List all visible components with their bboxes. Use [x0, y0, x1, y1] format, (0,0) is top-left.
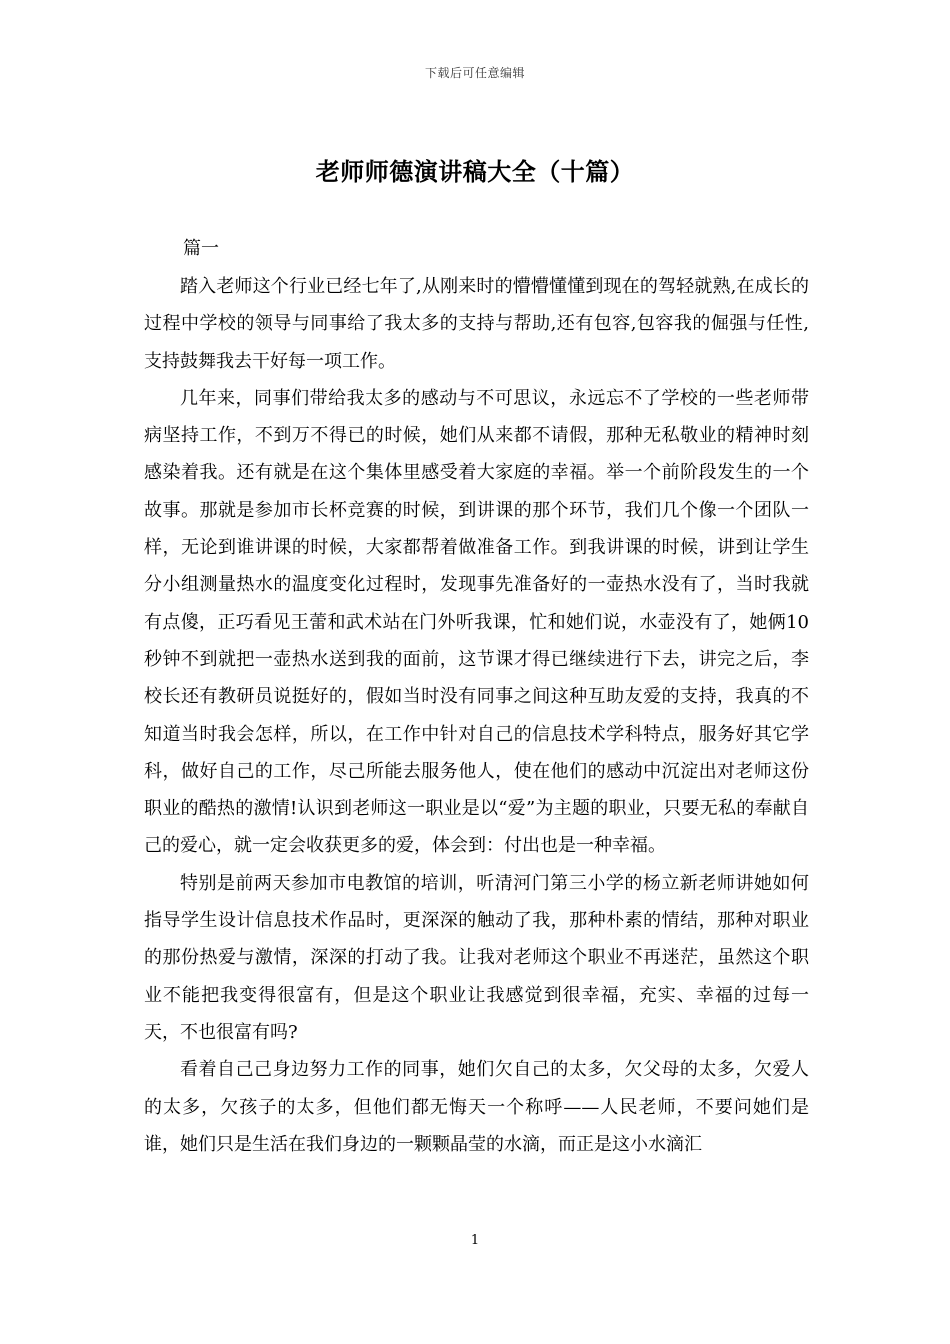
paragraph: 几年来，同事们带给我太多的感动与不可思议，永远忘不了学校的一些老师带病坚持工作，不到万不得已的时候，她们从来都不请假，那种无私敬业的精神时刻感染着我。还有就是在这个集体里感受着大家庭的幸福。举一个前阶段发生的一个故事。那就是参加市长杯竞赛的时候，到讲课的那个环节，我们几个像一个团队一样，无论到谁讲课的时候，大家都帮着做准备工作。到我讲课的时候，讲到让学生分小组测量热水的温度变化过程时，发现事先准备好的一壶热水没有了，当时我就有点傻，正巧看见王蕾和武术站在门外听我课，忙和她们说，水壶没有了，她俩10秒钟不到就把一壶热水送到我的面前，这节课才得已继续进行下去，讲完之后，李校长还有教研员说挺好的，假如当时没有同事之间这种互助友爱的支持，我真的不知道当时我会怎样，所以，在工作中针对自己的信息技术学科特点，服务好其它学科，做好自己的工作，尽己所能去服务他人，使在他们的感动中沉淀出对老师这份职业的酷热的激情!认识到老师这一职业是以“爱”为主题的职业，只要无私的奉献自己的爱心，就一定会收获更多的爱，体会到：付出也是一种幸福。 — [144, 387, 809, 857]
paragraph: 看着自己己身边努力工作的同事，她们欠自己的太多，欠父母的太多，欠爱人的太多，欠孩子的太多，但他们都无悔天一个称呼——人民老师，不要问她们是谁，她们只是生活在我们身边的一颗颗晶莹的水滴，而正是这小水滴汇 — [144, 1059, 809, 1155]
section-label: 篇一 — [183, 238, 219, 259]
document-body — [144, 268, 809, 1163]
header-note: 下载后可任意编辑 — [424, 66, 525, 80]
paragraph: 特别是前两天参加市电教馆的培训，听清河门第三小学的杨立新老师讲她如何指导学生设计信息技术作品时，更深深的触动了我，那种朴素的情结，那种对职业的那份热爱与激情，深深的打动了我。让我对老师这个职业不再迷茫，虽然这个职业不能把我变得很富有，但是这个职业让我感觉到很幸福，充实、幸福的过每一天，不也很富有吗? — [144, 872, 809, 1043]
page-number: 1 — [470, 1233, 480, 1248]
paragraph: 踏入老师这个行业已经七年了,从刚来时的懵懵懂懂到现在的驾轻就熟,在成长的过程中学校的领导与同事给了我太多的支持与帮助,还有包容,包容我的倔强与任性,支持鼓舞我去干好每一项工作。 — [144, 276, 809, 372]
document-title: 老师师德演讲稿大全（十篇） — [315, 158, 635, 186]
